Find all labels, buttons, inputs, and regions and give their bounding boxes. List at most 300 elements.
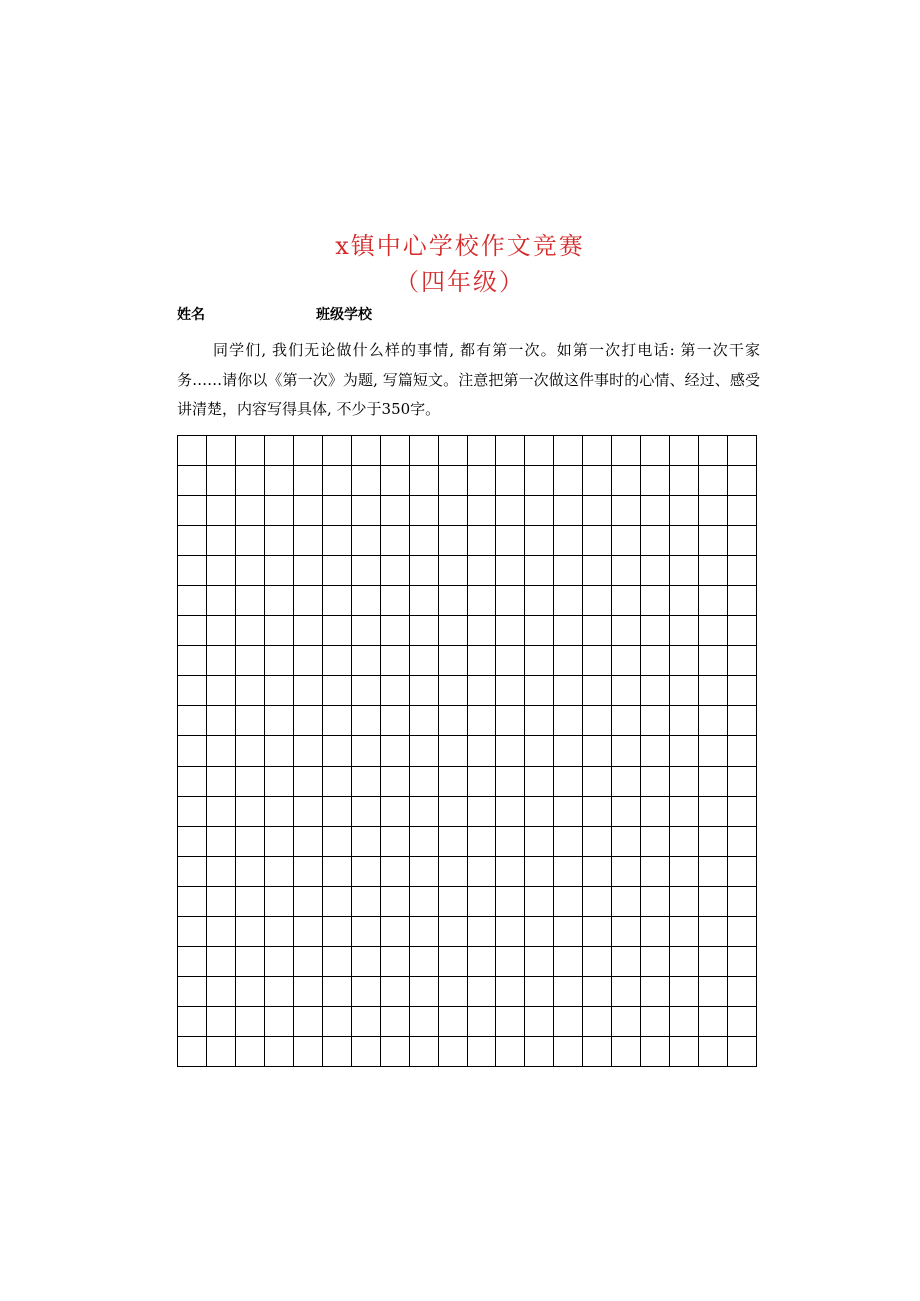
grid-cell: [525, 887, 554, 917]
grid-cell: [670, 947, 699, 977]
grid-cell: [525, 917, 554, 947]
grid-cell: [178, 767, 207, 797]
grid-cell: [525, 646, 554, 676]
grid-cell: [583, 526, 612, 556]
grid-cell: [236, 767, 265, 797]
grid-cell: [439, 496, 468, 526]
grid-cell: [496, 1037, 525, 1067]
grid-cell: [236, 917, 265, 947]
grid-cell: [236, 797, 265, 827]
grid-cell: [381, 676, 410, 706]
grid-cell: [323, 797, 352, 827]
grid-cell: [699, 1007, 728, 1037]
grid-cell: [439, 616, 468, 646]
grid-cell: [352, 1037, 381, 1067]
grid-cell: [352, 736, 381, 766]
grid-cell: [641, 1037, 670, 1067]
grid-cell: [728, 436, 757, 466]
grid-cell: [525, 496, 554, 526]
grid-cell: [670, 767, 699, 797]
grid-cell: [612, 857, 641, 887]
grid-cell: [352, 1007, 381, 1037]
grid-cell: [207, 616, 236, 646]
grid-cell: [670, 857, 699, 887]
grid-cell: [583, 1007, 612, 1037]
grid-cell: [699, 827, 728, 857]
grid-cell: [265, 857, 294, 887]
grid-cell: [699, 767, 728, 797]
grid-cell: [178, 917, 207, 947]
writing-grid: [177, 435, 757, 1067]
grid-cell: [554, 977, 583, 1007]
grid-cell: [699, 616, 728, 646]
grid-cell: [583, 1037, 612, 1067]
grid-cell: [265, 556, 294, 586]
grid-cell: [468, 586, 497, 616]
grid-cell: [410, 556, 439, 586]
grid-cell: [728, 857, 757, 887]
grid-cell: [178, 676, 207, 706]
grid-cell: [294, 616, 323, 646]
grid-cell: [439, 556, 468, 586]
grid-cell: [207, 466, 236, 496]
grid-cell: [525, 947, 554, 977]
grid-cell: [641, 1007, 670, 1037]
grid-cell: [381, 616, 410, 646]
grid-cell: [641, 556, 670, 586]
grid-cell: [468, 736, 497, 766]
grid-cell: [410, 1037, 439, 1067]
grid-cell: [641, 827, 670, 857]
grid-cell: [207, 1037, 236, 1067]
grid-cell: [554, 736, 583, 766]
grid-cell: [381, 466, 410, 496]
grid-cell: [265, 466, 294, 496]
grid-cell: [554, 676, 583, 706]
grid-cell: [323, 977, 352, 1007]
grid-cell: [265, 706, 294, 736]
grid-cell: [265, 586, 294, 616]
grid-cell: [410, 436, 439, 466]
grid-cell: [178, 977, 207, 1007]
grid-cell: [554, 1007, 583, 1037]
grid-cell: [410, 496, 439, 526]
grid-cell: [525, 706, 554, 736]
grid-cell: [612, 676, 641, 706]
grid-cell: [323, 1037, 352, 1067]
grid-cell: [612, 556, 641, 586]
grid-cell: [728, 1007, 757, 1037]
grid-cell: [583, 797, 612, 827]
grid-cell: [236, 827, 265, 857]
grid-cell: [439, 676, 468, 706]
grid-cell: [410, 827, 439, 857]
grid-cell: [178, 556, 207, 586]
grid-cell: [468, 436, 497, 466]
grid-cell: [294, 496, 323, 526]
grid-cell: [612, 977, 641, 1007]
grid-cell: [554, 857, 583, 887]
grid-cell: [468, 887, 497, 917]
grid-cell: [178, 616, 207, 646]
grid-cell: [670, 586, 699, 616]
grid-cell: [699, 496, 728, 526]
grid-cell: [323, 556, 352, 586]
grid-cell: [554, 556, 583, 586]
grid-cell: [323, 706, 352, 736]
grid-cell: [265, 827, 294, 857]
grid-cell: [670, 827, 699, 857]
grid-cell: [236, 857, 265, 887]
grid-cell: [381, 1037, 410, 1067]
grid-cell: [381, 857, 410, 887]
grid-cell: [207, 556, 236, 586]
grid-cell: [554, 466, 583, 496]
grid-cell: [554, 767, 583, 797]
grid-cell: [381, 496, 410, 526]
grid-cell: [496, 947, 525, 977]
grid-cell: [439, 827, 468, 857]
grid-cell: [728, 496, 757, 526]
grid-cell: [525, 586, 554, 616]
grid-cell: [699, 676, 728, 706]
grid-cell: [554, 586, 583, 616]
grid-cell: [323, 1007, 352, 1037]
grid-cell: [670, 887, 699, 917]
grid-cell: [670, 556, 699, 586]
grid-cell: [352, 526, 381, 556]
grid-cell: [294, 676, 323, 706]
grid-cell: [439, 917, 468, 947]
grid-cell: [468, 706, 497, 736]
grid-cell: [525, 1037, 554, 1067]
grid-cell: [670, 526, 699, 556]
grid-cell: [525, 857, 554, 887]
grid-cell: [496, 586, 525, 616]
grid-cell: [468, 526, 497, 556]
grid-cell: [496, 917, 525, 947]
grid-cell: [525, 977, 554, 1007]
grid-cell: [583, 436, 612, 466]
grid-cell: [525, 556, 554, 586]
grid-cell: [236, 947, 265, 977]
grid-cell: [699, 857, 728, 887]
grid-cell: [265, 616, 294, 646]
grid-cell: [410, 977, 439, 1007]
grid-cell: [641, 767, 670, 797]
grid-cell: [728, 676, 757, 706]
grid-cell: [525, 797, 554, 827]
grid-cell: [410, 646, 439, 676]
grid-cell: [496, 556, 525, 586]
grid-cell: [236, 676, 265, 706]
grid-cell: [178, 646, 207, 676]
grid-cell: [294, 466, 323, 496]
grid-cell: [265, 1007, 294, 1037]
grid-cell: [439, 586, 468, 616]
grid-cell: [699, 736, 728, 766]
grid-cell: [207, 646, 236, 676]
grid-cell: [728, 947, 757, 977]
grid-cell: [728, 917, 757, 947]
grid-cell: [207, 526, 236, 556]
grid-cell: [670, 797, 699, 827]
grid-cell: [728, 646, 757, 676]
grid-cell: [323, 947, 352, 977]
grid-cell: [525, 616, 554, 646]
grid-cell: [207, 947, 236, 977]
grid-cell: [583, 676, 612, 706]
grid-cell: [554, 1037, 583, 1067]
grid-cell: [612, 706, 641, 736]
grid-cell: [381, 526, 410, 556]
grid-cell: [265, 736, 294, 766]
grid-cell: [670, 676, 699, 706]
grid-cell: [496, 706, 525, 736]
grid-cell: [583, 977, 612, 1007]
grid-cell: [641, 496, 670, 526]
grid-cell: [670, 616, 699, 646]
grid-cell: [468, 1037, 497, 1067]
grid-cell: [496, 1007, 525, 1037]
grid-cell: [265, 947, 294, 977]
grid-cell: [468, 947, 497, 977]
grid-cell: [265, 797, 294, 827]
grid-cell: [699, 917, 728, 947]
grid-cell: [381, 917, 410, 947]
grid-cell: [670, 1007, 699, 1037]
grid-cell: [381, 827, 410, 857]
grid-cell: [323, 526, 352, 556]
document-title: x镇中心学校作文竞赛: [335, 232, 585, 260]
grid-cell: [294, 887, 323, 917]
grid-cell: [410, 616, 439, 646]
grid-cell: [265, 977, 294, 1007]
grid-cell: [583, 706, 612, 736]
grid-cell: [410, 466, 439, 496]
grid-cell: [468, 917, 497, 947]
grid-cell: [439, 1037, 468, 1067]
grid-cell: [439, 466, 468, 496]
grid-cell: [294, 977, 323, 1007]
grid-cell: [583, 947, 612, 977]
grid-cell: [265, 496, 294, 526]
grid-cell: [699, 947, 728, 977]
grid-cell: [641, 857, 670, 887]
grid-cell: [468, 857, 497, 887]
grid-cell: [496, 857, 525, 887]
grid-cell: [641, 797, 670, 827]
grid-cell: [641, 646, 670, 676]
grid-cell: [236, 1037, 265, 1067]
grid-cell: [641, 586, 670, 616]
grid-cell: [612, 797, 641, 827]
grid-cell: [525, 736, 554, 766]
grid-cell: [439, 646, 468, 676]
name-label: 姓名: [177, 307, 205, 323]
grid-cell: [265, 767, 294, 797]
grid-cell: [439, 526, 468, 556]
grid-cell: [612, 616, 641, 646]
grid-cell: [496, 767, 525, 797]
grid-cell: [236, 977, 265, 1007]
grid-cell: [641, 466, 670, 496]
grid-cell: [554, 646, 583, 676]
grid-cell: [381, 1007, 410, 1037]
grid-cell: [294, 857, 323, 887]
grid-cell: [294, 827, 323, 857]
grid-cell: [554, 526, 583, 556]
grid-cell: [265, 887, 294, 917]
grid-cell: [496, 797, 525, 827]
grid-cell: [496, 616, 525, 646]
grid-cell: [554, 917, 583, 947]
grid-cell: [178, 947, 207, 977]
grid-cell: [583, 857, 612, 887]
grid-cell: [207, 977, 236, 1007]
grid-cell: [641, 706, 670, 736]
grid-cell: [612, 736, 641, 766]
grid-cell: [525, 526, 554, 556]
grid-cell: [699, 526, 728, 556]
grid-cell: [728, 616, 757, 646]
grid-cell: [554, 887, 583, 917]
grid-cell: [207, 1007, 236, 1037]
grid-cell: [178, 797, 207, 827]
grid-cell: [294, 556, 323, 586]
grid-cell: [728, 466, 757, 496]
grid-cell: [612, 526, 641, 556]
grid-cell: [207, 736, 236, 766]
grid-cell: [699, 556, 728, 586]
grid-cell: [439, 706, 468, 736]
grid-cell: [554, 436, 583, 466]
grid-cell: [381, 586, 410, 616]
grid-cell: [728, 797, 757, 827]
grid-cell: [583, 767, 612, 797]
grid-cell: [468, 1007, 497, 1037]
grid-cell: [670, 496, 699, 526]
grid-cell: [207, 797, 236, 827]
class-school-label: 班级学校: [316, 307, 372, 323]
grid-cell: [468, 466, 497, 496]
grid-cell: [612, 436, 641, 466]
grid-cell: [381, 436, 410, 466]
grid-cell: [554, 947, 583, 977]
grid-cell: [439, 736, 468, 766]
grid-cell: [323, 676, 352, 706]
grid-cell: [612, 947, 641, 977]
grid-cell: [265, 646, 294, 676]
grid-cell: [236, 436, 265, 466]
grid-cell: [294, 947, 323, 977]
grid-cell: [207, 706, 236, 736]
grid-cell: [178, 706, 207, 736]
grid-cell: [525, 676, 554, 706]
grid-cell: [670, 736, 699, 766]
grid-cell: [352, 827, 381, 857]
grid-cell: [178, 586, 207, 616]
grid-cell: [699, 646, 728, 676]
grid-cell: [699, 797, 728, 827]
grid-cell: [207, 436, 236, 466]
grid-cell: [699, 977, 728, 1007]
grid-cell: [410, 887, 439, 917]
grid-cell: [612, 767, 641, 797]
grid-cell: [728, 556, 757, 586]
grid-cell: [641, 887, 670, 917]
grid-cell: [583, 646, 612, 676]
grid-cell: [294, 1037, 323, 1067]
grid-cell: [178, 466, 207, 496]
grid-cell: [294, 526, 323, 556]
grid-cell: [439, 857, 468, 887]
grid-cell: [583, 496, 612, 526]
grid-cell: [612, 1037, 641, 1067]
grid-cell: [410, 586, 439, 616]
grid-cell: [294, 1007, 323, 1037]
grid-cell: [439, 947, 468, 977]
grid-cell: [294, 436, 323, 466]
grid-cell: [207, 887, 236, 917]
grid-cell: [265, 676, 294, 706]
grid-cell: [468, 496, 497, 526]
grid-cell: [352, 767, 381, 797]
grid-cell: [294, 736, 323, 766]
grid-cell: [178, 827, 207, 857]
grid-cell: [612, 466, 641, 496]
grid-cell: [410, 1007, 439, 1037]
grid-cell: [525, 827, 554, 857]
grid-cell: [554, 616, 583, 646]
grid-cell: [381, 797, 410, 827]
grid-cell: [583, 586, 612, 616]
grid-cell: [496, 676, 525, 706]
grid-cell: [352, 436, 381, 466]
grid-cell: [496, 496, 525, 526]
grid-cell: [236, 887, 265, 917]
grid-cell: [496, 736, 525, 766]
grid-cell: [265, 436, 294, 466]
grid-cell: [699, 887, 728, 917]
grid-cell: [352, 466, 381, 496]
grid-cell: [728, 526, 757, 556]
grid-cell: [583, 736, 612, 766]
grid-cell: [728, 977, 757, 1007]
grid-cell: [294, 586, 323, 616]
grid-cell: [352, 646, 381, 676]
grid-cell: [178, 857, 207, 887]
grid-cell: [554, 797, 583, 827]
grid-cell: [236, 736, 265, 766]
grid-cell: [294, 646, 323, 676]
grid-cell: [641, 917, 670, 947]
grid-cell: [496, 466, 525, 496]
grid-cell: [323, 857, 352, 887]
grid-cell: [352, 977, 381, 1007]
grid-cell: [496, 436, 525, 466]
grid-cell: [641, 616, 670, 646]
grid-cell: [525, 1007, 554, 1037]
grid-cell: [728, 767, 757, 797]
grid-cell: [381, 887, 410, 917]
grid-cell: [410, 917, 439, 947]
grid-cell: [178, 526, 207, 556]
grid-cell: [265, 1037, 294, 1067]
grid-cell: [236, 586, 265, 616]
grid-cell: [612, 887, 641, 917]
grid-cell: [207, 767, 236, 797]
